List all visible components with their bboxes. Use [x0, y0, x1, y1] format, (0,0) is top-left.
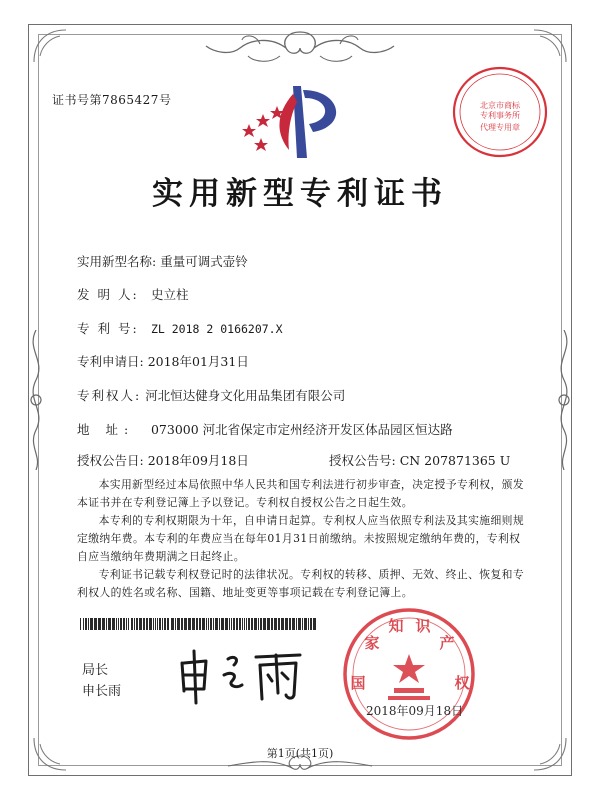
application-date-row — [77, 352, 249, 370]
barcode-bar — [108, 618, 111, 630]
barcode-bar — [171, 618, 174, 630]
svg-text:权: 权 — [454, 674, 470, 692]
barcode-bar — [251, 618, 253, 630]
svg-text:代理专用章: 代理专用章 — [480, 123, 520, 132]
barcode-bar — [177, 618, 180, 630]
application-date-value: 2018年01月31日 — [147, 354, 249, 369]
address-value: 073000 河北省保定市定州经济开发区体品园区恒达路 — [150, 422, 453, 437]
barcode-bar — [296, 618, 297, 630]
official-seal — [334, 604, 484, 744]
barcode-bar — [310, 618, 312, 630]
grant-date-row — [77, 451, 249, 469]
grant-announcement-number-label: 授权公告号: — [329, 453, 396, 468]
application-date-label: 专利申请日: — [77, 354, 144, 369]
barcode-bar — [260, 618, 262, 630]
inventor-label: 发 明 人: — [77, 287, 139, 302]
barcode-bar — [131, 618, 133, 630]
body-paragraph: 本实用新型经过本局依照中华人民共和国专利法进行初步审查，决定授予专利权，颁发本证书并在专利登记簿上予以登记。专利权自授权公告之日起生效。 — [77, 478, 525, 509]
patent-number-label: 专 利 号: — [77, 321, 139, 336]
barcode-bar — [192, 618, 195, 630]
barcode-bar — [181, 618, 183, 630]
barcode-bar — [162, 618, 163, 630]
barcode-bar — [199, 618, 201, 630]
director-title: 局长 — [82, 663, 109, 678]
barcode-bar — [157, 618, 158, 630]
barcode-bar — [292, 618, 295, 630]
barcode-bar — [146, 618, 148, 630]
barcode-bar — [304, 618, 307, 630]
barcode-bar — [149, 618, 152, 630]
grant-date-label: 授权公告日: — [77, 453, 144, 468]
svg-text:识: 识 — [415, 617, 431, 635]
grant-announcement-number-row — [329, 451, 510, 469]
barcode-bar — [128, 618, 129, 630]
svg-text:产: 产 — [439, 634, 455, 652]
seal-date: 2018年09月18日 — [366, 704, 464, 718]
grant-date-value: 2018年09月18日 — [147, 453, 249, 468]
barcode-bar — [136, 618, 138, 630]
barcode-bar — [258, 618, 259, 630]
barcode-bar — [85, 618, 87, 630]
body-paragraph: 本专利的专利权期限为十年，自申请日起算。专利权人应当依照专利法及其实施细则规定缴纳年费。本专利的年费应当在每年01月31日前缴纳。未按照规定缴纳年费的，专利权自应当缴纳年费期满之日起终止。 — [77, 514, 525, 563]
cnipa-logo-icon — [237, 80, 357, 160]
barcode-bar — [210, 618, 212, 630]
barcode-bar — [155, 618, 156, 630]
barcode-bar — [229, 618, 230, 630]
barcode-bar — [188, 618, 191, 630]
barcode-bar — [118, 618, 119, 630]
grant-announcement-number-value: CN 207871365 U — [399, 453, 511, 468]
barcode-bar — [225, 618, 228, 630]
certificate-title: 实用新型专利证书 — [152, 176, 448, 212]
barcode-bar — [313, 618, 316, 630]
barcode-bar — [219, 618, 220, 630]
barcode-bar — [153, 618, 154, 630]
barcode-bar — [208, 618, 209, 630]
body-paragraph: 专利证书记载专利权登记时的法律状况。专利权的转移、质押、无效、终止、恢复和专利权人的姓名或名称、国籍、地址变更等事项记载在专利登记簿上。 — [77, 568, 525, 599]
inventor-value: 史立柱 — [150, 287, 189, 302]
barcode-bar — [90, 618, 93, 630]
corner-ornament-top-right — [530, 26, 570, 66]
barcode-bar — [164, 618, 166, 630]
barcode-bar — [231, 618, 232, 630]
svg-text:家: 家 — [364, 634, 380, 652]
barcode-bar — [143, 618, 145, 630]
certificate-number: 证书号第7865427号 — [52, 93, 172, 107]
patent-number-value: ZL 2018 2 0166207.X — [150, 322, 283, 336]
barcode-bar — [242, 618, 243, 630]
barcode-bar — [239, 618, 241, 630]
svg-text:知: 知 — [388, 617, 404, 635]
address-row — [77, 420, 453, 438]
barcode-bar — [248, 618, 250, 630]
patent-number-row — [77, 319, 283, 337]
barcode-bar — [244, 618, 245, 630]
barcode-bar — [233, 618, 235, 630]
barcode-bar — [134, 618, 135, 630]
barcode-bar — [246, 618, 247, 630]
left-ornament — [24, 330, 48, 470]
barcode-bar — [263, 618, 266, 630]
barcode-bar — [175, 618, 176, 630]
barcode-bar — [254, 618, 257, 630]
svg-text:北京市商标: 北京市商标 — [480, 101, 520, 110]
barcode-bar — [285, 618, 288, 630]
utility-model-name-value: 重量可调式壶铃 — [160, 254, 248, 269]
barcode-bar — [271, 618, 273, 630]
barcode-bar — [88, 618, 89, 630]
barcode-bar — [123, 618, 125, 630]
barcode-bar — [281, 618, 284, 630]
inventor-row — [77, 285, 189, 303]
barcode-bar — [221, 618, 224, 630]
patentee-value: 河北恒达健身文化用品集团有限公司 — [145, 388, 346, 403]
barcode-bar — [167, 618, 169, 630]
utility-model-name-row — [77, 252, 248, 270]
barcode-bar — [213, 618, 214, 630]
corner-ornament-top-left — [30, 26, 70, 66]
barcode-bar — [274, 618, 277, 630]
svg-text:国: 国 — [350, 674, 366, 692]
certificate-body — [77, 476, 525, 602]
barcode-bar — [302, 618, 303, 630]
barcode-bar — [278, 618, 280, 630]
barcode-bar — [184, 618, 187, 630]
barcode-bar — [236, 618, 238, 630]
barcode-bar — [83, 618, 84, 630]
barcode-bar — [298, 618, 301, 630]
barcode-bar — [120, 618, 122, 630]
barcode-bar — [206, 618, 207, 630]
director-signature — [176, 645, 306, 705]
top-ornament — [200, 26, 400, 70]
svg-text:专利事务所: 专利事务所 — [480, 111, 520, 120]
page-number: 第1页(共1页) — [266, 747, 334, 760]
patentee-row — [77, 386, 345, 404]
director-name: 申长雨 — [82, 684, 122, 699]
barcode — [80, 618, 320, 630]
barcode-bar — [196, 618, 198, 630]
barcode-bar — [106, 618, 107, 630]
barcode-bar — [289, 618, 291, 630]
barcode-bar — [98, 618, 101, 630]
right-ornament — [552, 330, 576, 470]
agency-stamp — [450, 64, 550, 160]
barcode-bar — [102, 618, 105, 630]
barcode-bar — [202, 618, 205, 630]
barcode-bar — [112, 618, 115, 630]
barcode-bar — [116, 618, 117, 630]
barcode-bar — [126, 618, 127, 630]
barcode-bar — [215, 618, 218, 630]
barcode-bar — [80, 618, 81, 630]
barcode-bar — [267, 618, 270, 630]
barcode-bar — [308, 618, 309, 630]
barcode-bar — [159, 618, 161, 630]
utility-model-name-label: 实用新型名称: — [77, 254, 157, 269]
barcode-bar — [139, 618, 142, 630]
patentee-label: 专利权人: — [77, 388, 142, 403]
barcode-bar — [94, 618, 97, 630]
address-label: 地 址: — [77, 422, 135, 437]
